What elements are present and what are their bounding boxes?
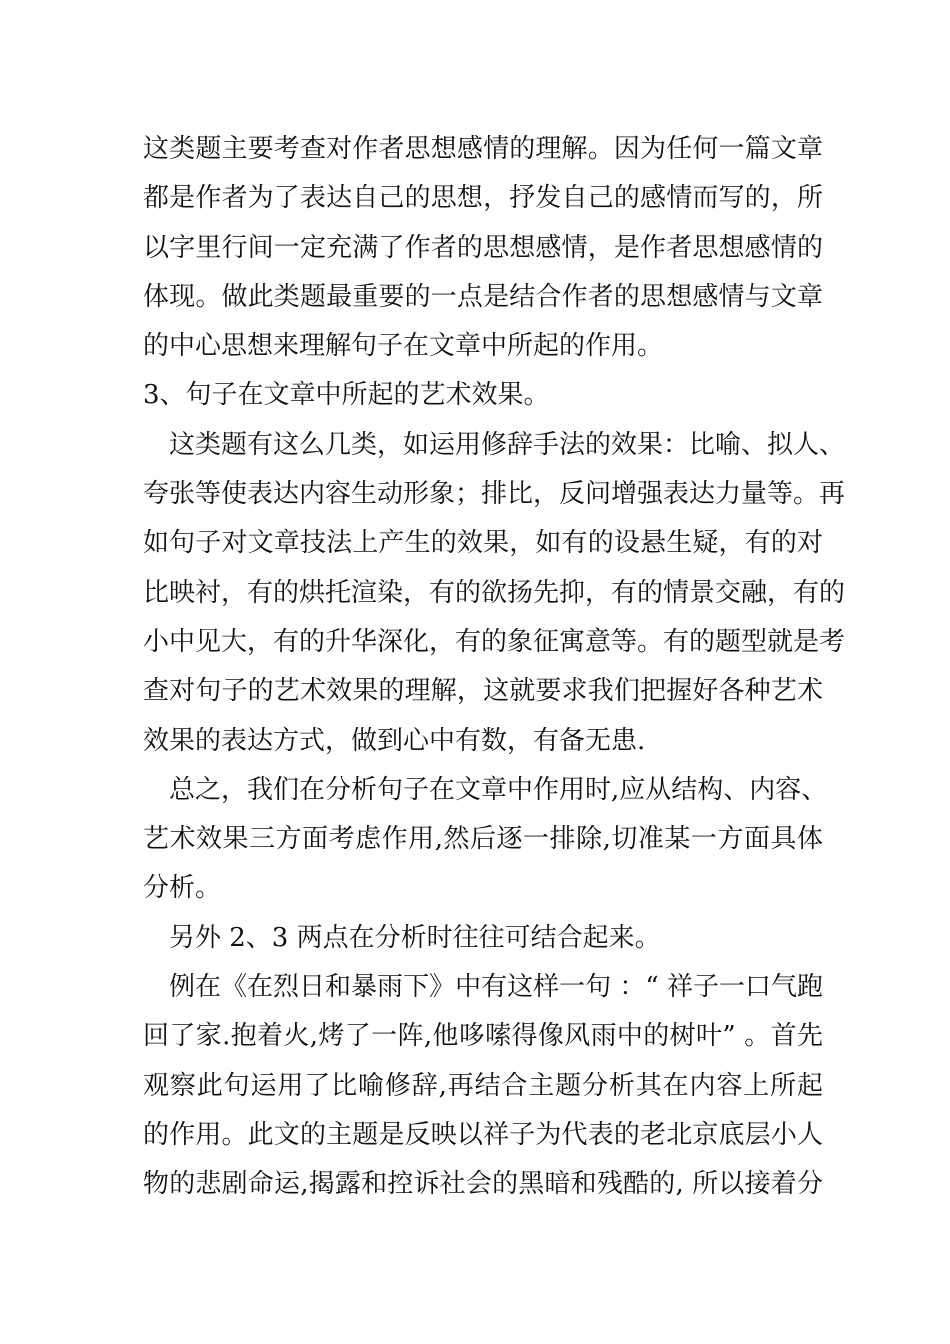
- text-line: 总之，我们在分析句子在文章中作用时,应从结构、内容、: [143, 774, 828, 805]
- text-line: 都是作者为了表达自己的思想，抒发自己的感情而写的，所: [143, 183, 823, 214]
- text-line: 的中心思想来理解句子在文章中所起的作用。: [143, 331, 664, 362]
- text-line: 效果的表达方式，做到心中有数，有备无患.: [143, 725, 646, 756]
- text-line: 体现。做此类题最重要的一点是结合作者的思想感情与文章: [143, 281, 823, 312]
- body-text: [143, 125, 846, 1210]
- text-line: 以字里行间一定充满了作者的思想感情，是作者思想感情的: [143, 232, 823, 263]
- text-line: 分析。: [143, 873, 222, 904]
- text-line: 比映衬，有的烘托渲染，有的欲扬先抑，有的情景交融，有的: [143, 577, 846, 608]
- section-heading: 3、句子在文章中所起的艺术效果。: [143, 380, 550, 411]
- text-line: 的作用。此文的主题是反映以祥子为代表的老北京底层小人: [143, 1119, 823, 1150]
- text-line: 如句子对文章技法上产生的效果，如有的设悬生疑，有的对: [143, 528, 823, 559]
- text-line: 观察此句运用了比喻修辞,再结合主题分析其在内容上所起: [143, 1070, 823, 1101]
- text-line: 另外 2、3 两点在分析时往往可结合起来。: [143, 922, 661, 953]
- text-line: 例在《在烈日和暴雨下》中有这样一句 ：“ 祥子一口气跑: [143, 972, 823, 1003]
- text-line: 夸张等使表达内容生动形象；排比，反问增强表达力量等。再: [143, 479, 846, 510]
- text-line: 这类题有这么几类，如运用修辞手法的效果：比喻、拟人、: [143, 429, 846, 460]
- text-line: 这类题主要考查对作者思想感情的理解。因为任何一篇文章: [143, 134, 823, 164]
- text-line: 查对句子的艺术效果的理解，这就要求我们把握好各种艺术: [143, 676, 823, 707]
- text-line: 艺术效果三方面考虑作用,然后逐一排除,切准某一方面具体: [143, 824, 823, 855]
- text-line: 小中见大，有的升华深化，有的象征寓意等。有的题型就是考: [143, 626, 846, 657]
- text-line: 回了家.抱着火,烤了一阵,他哆嗦得像风雨中的树叶” 。首先: [143, 1021, 823, 1052]
- text-line: 物的悲剧命运,揭露和控诉社会的黑暗和残酷的, 所以接着分: [143, 1169, 823, 1200]
